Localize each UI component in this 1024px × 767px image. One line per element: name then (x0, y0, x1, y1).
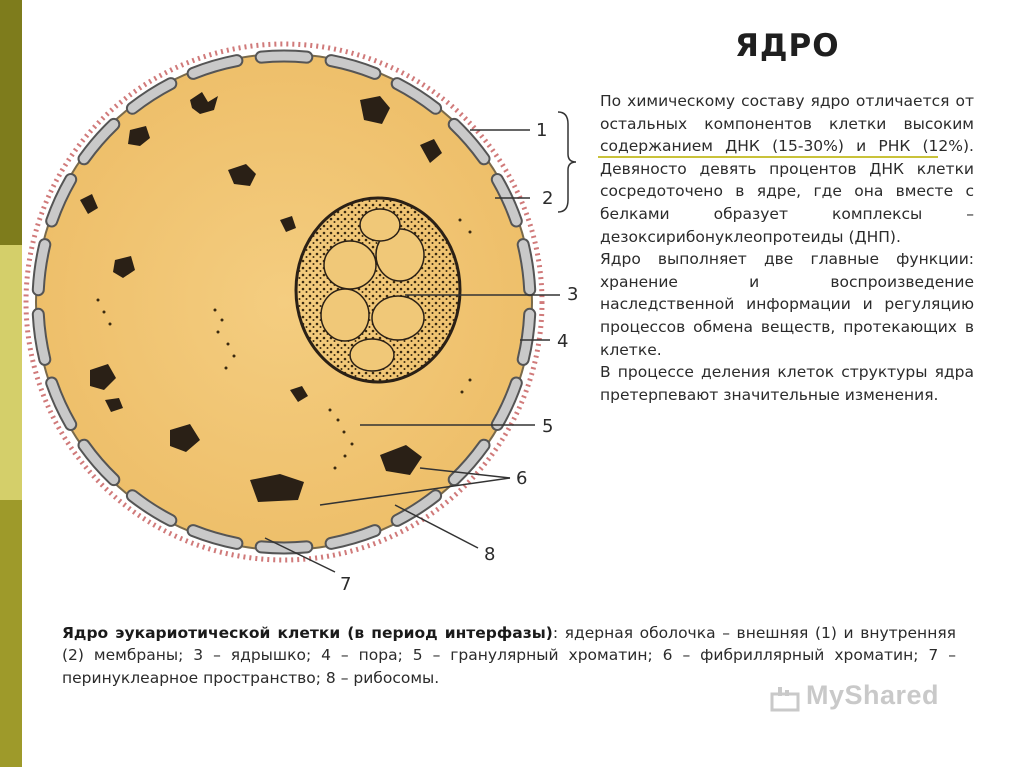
label-1: 1 (536, 120, 548, 141)
nucleolus (296, 198, 460, 382)
caption-title: Ядро эукариотической клетки (в период интерфазы) (62, 624, 553, 642)
membrane-bracket (558, 112, 576, 212)
label-3: 3 (567, 284, 579, 305)
label-6: 6 (516, 468, 528, 489)
watermark-logo-icon (770, 684, 800, 712)
label-7: 7 (340, 574, 352, 595)
caption-legend: : ядерная оболочка – внешняя (1) и внутренняя (2) мембраны; 3 – ядрышко; 4 – пора; 5 – гранулярный хроматин; 6 – фибриллярный хроматин; 7 – перинуклеарное пространство; 8 – рибосомы. (62, 624, 956, 687)
description-text (600, 90, 974, 406)
paragraph-composition: По химическому составу ядро отличается от остальных компонентов клетки высоким содержанием ДНК (15-30%) и РНК (12%). Девяносто девять процентов ДНК клетки сосредоточено в ядре, где она вместе с белками образует комплексы – дезоксирибонуклеопротеиды (ДНП). (600, 92, 974, 246)
paragraph-division: В процессе деления клеток структуры ядра претерпевают значительные изменения. (600, 363, 974, 404)
label-5: 5 (542, 416, 554, 437)
paragraph-functions: Ядро выполняет две главные функции: хранение и воспроизведение наследственной информации и регуляцию процессов обмена веществ, протекающих в клетке. (600, 250, 974, 359)
page-title: ЯДРО (735, 28, 840, 64)
label-4: 4 (557, 331, 569, 352)
watermark-text: MyShared (806, 680, 940, 710)
membrane-segment (261, 56, 307, 57)
label-8: 8 (484, 544, 496, 565)
label-2: 2 (542, 188, 554, 209)
